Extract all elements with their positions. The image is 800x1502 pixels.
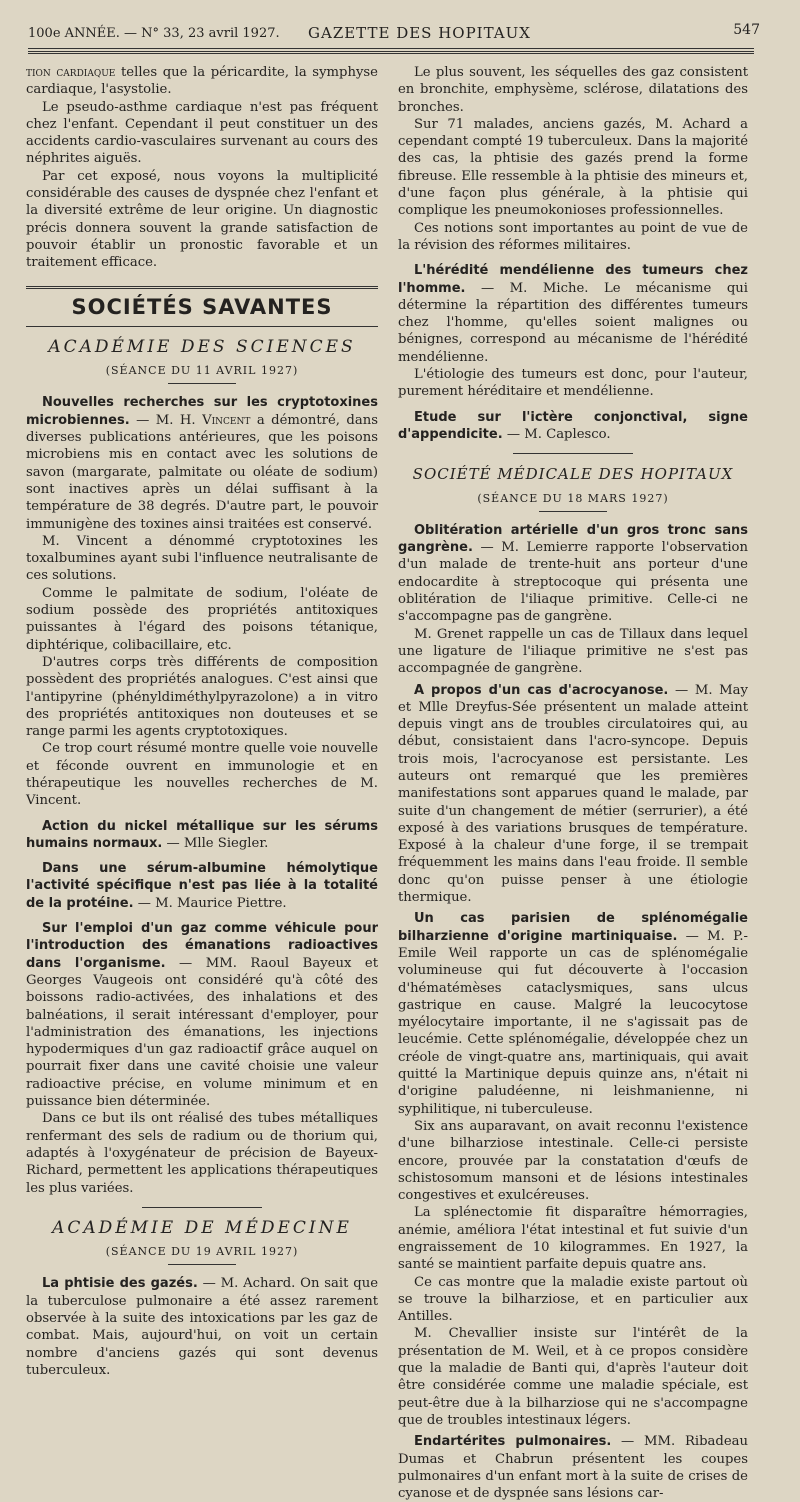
divider (142, 1207, 262, 1208)
article: Dans une sérum-albumine hémolytique l'activité spécifique n'est pas liée à la totalité de la protéine. — M. Maurice Piettre. (26, 861, 378, 911)
paragraph: Le pseudo-asthme cardiaque n'est pas fréquent chez l'enfant. Cependant il peut constituer un des accidents cardio-vasculaires survenant au cours des néphrites aiguës. (26, 99, 378, 167)
society-heading: SOCIÉTÉ MÉDICALE DES HOPITAUX (412, 465, 734, 484)
paragraph: Le plus souvent, les séquelles des gaz consistent en bronchite, emphysème, sclérose, dilatations des bronches. (398, 65, 748, 115)
paragraph: tion cardiaque telles que la péricardite, la symphyse cardiaque, l'asystolie. (26, 65, 378, 98)
article: A propos d'un cas d'acrocyanose. — M. May et Mlle Dreyfus-Sée présentent un malade atteint depuis vingt ans de troubles circulatoires qui, au début, consistaient dans l'acro-syncope. Depuis trois mois, l'acrocyanose est persistante. Les auteurs ont remarqué que les premières manifestations sont apparues quand le malade, par suite d'un changement de métier (serrurier), a été exposé à des variations brusques de température. Exposé à la chaleur d'une forge, il se trempait fréquemment les mains dans l'eau froide. Il semble donc qu'on puisse penser à une étiologie thermique. (398, 682, 748, 906)
divider (539, 511, 607, 512)
paragraph: L'étiologie des tumeurs est donc, pour l'auteur, purement héréditaire et mendélienne. (398, 367, 748, 400)
divider (168, 383, 236, 384)
paragraph: Comme le palmitate de sodium, l'oléate de sodium possède des propriétés antitoxiques puissantes à l'égard des poisons tétanique, diphtérique, colibacillaire, etc. (26, 585, 378, 653)
paragraph: M. Vincent a dénommé cryptotoxines les toxalbumines ayant subi l'influence neutralisante de ces solutions. (26, 533, 378, 584)
article: Sur l'emploi d'un gaz comme véhicule pour l'introduction des émanations radioactives dans l'organisme. — MM. Raoul Bayeux et Georges Vaugeois ont considéré qu'à côté des boissons radio-activées, des inhalations et des balnéations, il serait intéressant d'employer, pour l'administration des émanations, les injections hypodermiques d'un gaz radioactif grâce auquel on pourrait fixer dans une cavité choisie une valeur radioactive précise, en volume minimum et en puissance bien déterminée. (26, 921, 378, 1110)
issue-info: 100e ANNÉE. — N° 33, 23 avril 1927. (28, 26, 280, 41)
session-date: (SÉANCE DU 19 AVRIL 1927) (105, 1245, 299, 1259)
left-column (26, 64, 378, 1379)
academy-heading: ACADÉMIE DES SCIENCES (48, 336, 356, 357)
journal-title: GAZETTE DES HOPITAUX (308, 24, 531, 42)
session-date: (SÉANCE DU 18 MARS 1927) (477, 491, 669, 505)
divider (168, 1264, 236, 1265)
paragraph: Par cet exposé, nous voyons la multiplicité considérable des causes de dyspnée chez l'enfant et la diversité extrême de leur origine. Un diagnostic précis donnera souvent la grande satisfaction de pouvoir établir un pronostic favorable et un traitement efficace. (26, 168, 378, 271)
right-column (398, 64, 748, 1502)
section-divider (26, 286, 378, 289)
page-number: 547 (733, 22, 760, 38)
paragraph: M. Grenet rappelle un cas de Tillaux dans lequel une ligature de l'iliaque primitive ne s'est pas accompagnée de gangrène. (398, 626, 748, 677)
paragraph: Sur 71 malades, anciens gazés, M. Achard a cependant compté 19 tuberculeux. Dans la majorité des cas, la phtisie des gazés prend la forme fibreuse. Elle ressemble à la phtisie des mineurs et, d'une façon plus générale, à la phtisie qui complique les pneumokonioses professionnelles. (398, 116, 748, 219)
article: Endartérites pulmonaires. — MM. Ribadeau Dumas et Chabrun présentent les coupes pulmonaires d'un enfant mort à la suite de crises de cyanose et de dyspnée sans lésions car- (398, 1434, 749, 1502)
paragraph: D'autres corps très différents de composition possèdent des propriétés analogues. C'est ainsi que l'antipyrine (phényldiméthylpyrazolone) a in vitro des propriétés antitoxiques non douteuses et se range parmi les agents cryptotoxiques. (26, 654, 378, 740)
paragraph: La splénectomie fit disparaître hémorragies, anémie, améliora l'état intestinal et fut suivie d'un engraissement de 10 kilogrammes. En 1927, la santé se maintient parfaite depuis quatre ans. (398, 1205, 748, 1273)
paragraph: Ces notions sont importantes au point de vue de la révision des réformes militaires. (398, 220, 748, 253)
paragraph: Ce cas montre que la maladie existe partout où se trouve la bilharziose, et en particulier aux Antilles. (398, 1274, 748, 1325)
paragraph: Six ans auparavant, on avait reconnu l'existence d'une bilharziose intestinale. Celle-ci persiste encore, prouvée par la constatation d'œufs de schistosomum mansoni et de lésions intestinales congestives et exulcéreuses. (398, 1118, 748, 1204)
divider (26, 326, 378, 327)
article: La phtisie des gazés. — M. Achard. On sait que la tuberculose pulmonaire a été assez rarement observée à la suite des intoxications par les gaz de combat. Mais, aujourd'hui, on voit un certain nombre d'anciens gazés qui sont devenus tuberculeux. (26, 1276, 379, 1378)
header-rule (28, 48, 754, 54)
article: Action du nickel métallique sur les sérums humains normaux. — Mlle Siegler. (26, 818, 378, 851)
page-header (20, 22, 790, 48)
paragraph: Ce trop court résumé montre quelle voie nouvelle et féconde ouvrent en immunologie et en thérapeutique les nouvelles recherches de M. Vincent. (26, 741, 378, 809)
article: Oblitération artérielle d'un gros tronc sans gangrène. — M. Lemierre rapporte l'observation d'un malade de trente-huit ans porteur d'une endocardite à streptocoque qui présenta une oblitération de l'iliaque primitive. Celle-ci ne s'accompagne pas de gangrène. (398, 522, 748, 625)
paragraph: Dans ce but ils ont réalisé des tubes métalliques renfermant des sels de radium ou de thorium qui, adaptés à l'oxygénateur de précision de Bayeux-Richard, permettent les applications thérapeutiques les plus variées. (26, 1111, 378, 1196)
article: Nouvelles recherches sur les cryptotoxines microbiennes. — M. H. Vincent a démontré, dans diverses publications antérieures, que les poisons microbiens mis en contact avec les solutions de savon (margarate, palmitate ou oléate de sodium) sont inactives après un délai suffisant à la température de 38 degrés. D'autre part, le pouvoir immunigène des toxines ainsi traitées est conservé. (26, 395, 379, 532)
article: L'hérédité mendélienne des tumeurs chez l'homme. — M. Miche. Le mécanisme qui détermine la répartition des différentes tumeurs chez l'homme, qu'elles soient malignes ou bénignes, correspond au mécanisme de l'hérédité mendélienne. (398, 263, 748, 365)
article: Etude sur l'ictère conjonctival, signe d'appendicite. — M. Caplesco. (398, 409, 748, 442)
session-date: (SÉANCE DU 11 AVRIL 1927) (105, 364, 299, 378)
section-title: SOCIÉTÉS SAVANTES (71, 294, 333, 319)
article: Un cas parisien de splénomégalie bilharzienne d'origine martiniquaise. — M. P.-Emile Weil rapporte un cas de splénomégalie volumineuse qui fut découverte à l'occasion d'hématémèses cataclysmiques, sans ulcus gastrique en cause. Malgré la leucocytose myélocytaire importante, il ne s'agissait pas de leucémie. Cette splénomégalie, développée chez un créole de vingt-quatre ans, martiniquais, qui avait quitté la Martinique depuis quinze ans, n'était ni d'origine paludéenne, ni leishmanienne, ni syphilitique, ni tuberculeuse. (398, 911, 748, 1117)
paragraph: M. Chevallier insiste sur l'intérêt de la présentation de M. Weil, et à ce propos considère que la maladie de Banti qui, d'après l'auteur doit être considérée comme une maladie spéciale, est peut-être due à la bilharziose qui ne s'accompagne que de troubles intestinaux légers. (398, 1326, 748, 1428)
academy-heading: ACADÉMIE DE MÉDECINE (52, 1217, 352, 1238)
divider (513, 453, 633, 454)
